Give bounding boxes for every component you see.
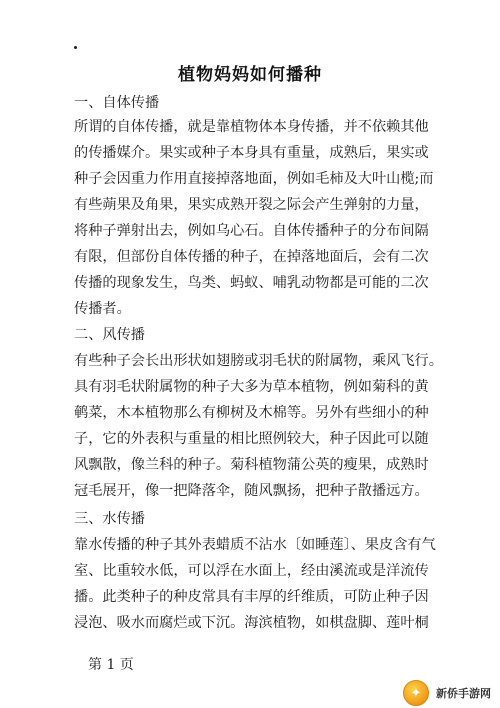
paragraph-line: 鹌菜，木本植物那么有柳树及木棉等。另外有些细小的种 (74, 405, 429, 421)
site-watermark[interactable] (403, 680, 494, 706)
paragraph-line: 的传播媒介。果实或种子本身具有重量，成熟后，果实或 (74, 145, 429, 161)
paragraph-line: 浸泡、吸水而腐烂或下沉。海滨植物，如棋盘脚、莲叶桐 (74, 615, 429, 631)
corner-dot (74, 46, 77, 49)
paragraph-line: 冠毛展开，像一把降落伞，随风飘扬，把种子散播远方。 (74, 483, 429, 499)
paragraph-line: 子，它的外表积与重量的相比照例较大，种子因此可以随 (74, 431, 429, 447)
paragraph-line: 将种子弹射出去，例如乌心石。自体传播种子的分布间隔 (74, 223, 429, 239)
paragraph-line: 传播的现象发生，鸟类、蚂蚁、哺乳动物都是可能的二次 (74, 275, 429, 291)
paragraph-line: 室、比重较水低，可以浮在水面上，经由溪流或是洋流传 (74, 563, 429, 579)
paragraph-line: 传播者。 (74, 301, 131, 317)
section-heading-wind: 二、风传播 (74, 327, 145, 343)
paragraph-line: 靠水传播的种子其外表蜡质不沾水〔如睡莲〕、果皮含有气 (74, 537, 436, 553)
paragraph-line: 有些种子会长出形状如翅膀或羽毛状的附属物，乘风飞行。 (74, 353, 443, 369)
section-heading-self: 一、自体传播 (74, 95, 160, 111)
paragraph-line: 有限，但部份自体传播的种子，在掉落地面后，会有二次 (74, 249, 429, 265)
section-heading-water: 三、水传播 (74, 511, 145, 527)
watermark-text: 新侨手游网 (433, 684, 494, 702)
page-number: 第 1 页 (88, 657, 134, 673)
paragraph-line: 播。此类种子的种皮常具有丰厚的纤维质，可防止种子因 (74, 589, 429, 605)
watermark-logo-icon: ✦ (403, 680, 429, 706)
paragraph-line: 风飘散，像兰科的种子。菊科植物蒲公英的瘦果，成熟时 (74, 457, 429, 473)
paragraph-line: 所谓的自体传播，就是靠植物体本身传播，并不依赖其他 (74, 119, 429, 135)
paragraph-line: 种子会因重力作用直接掉落地面，例如毛柿及大叶山榄;而 (74, 171, 434, 187)
paragraph-line: 有些蒴果及角果，果实成熟开裂之际会产生弹射的力量， (74, 197, 429, 213)
paragraph-line: 具有羽毛状附属物的种子大多为草本植物，例如菊科的黄 (74, 379, 429, 395)
page-title: 植物妈妈如何播种 (178, 65, 322, 85)
